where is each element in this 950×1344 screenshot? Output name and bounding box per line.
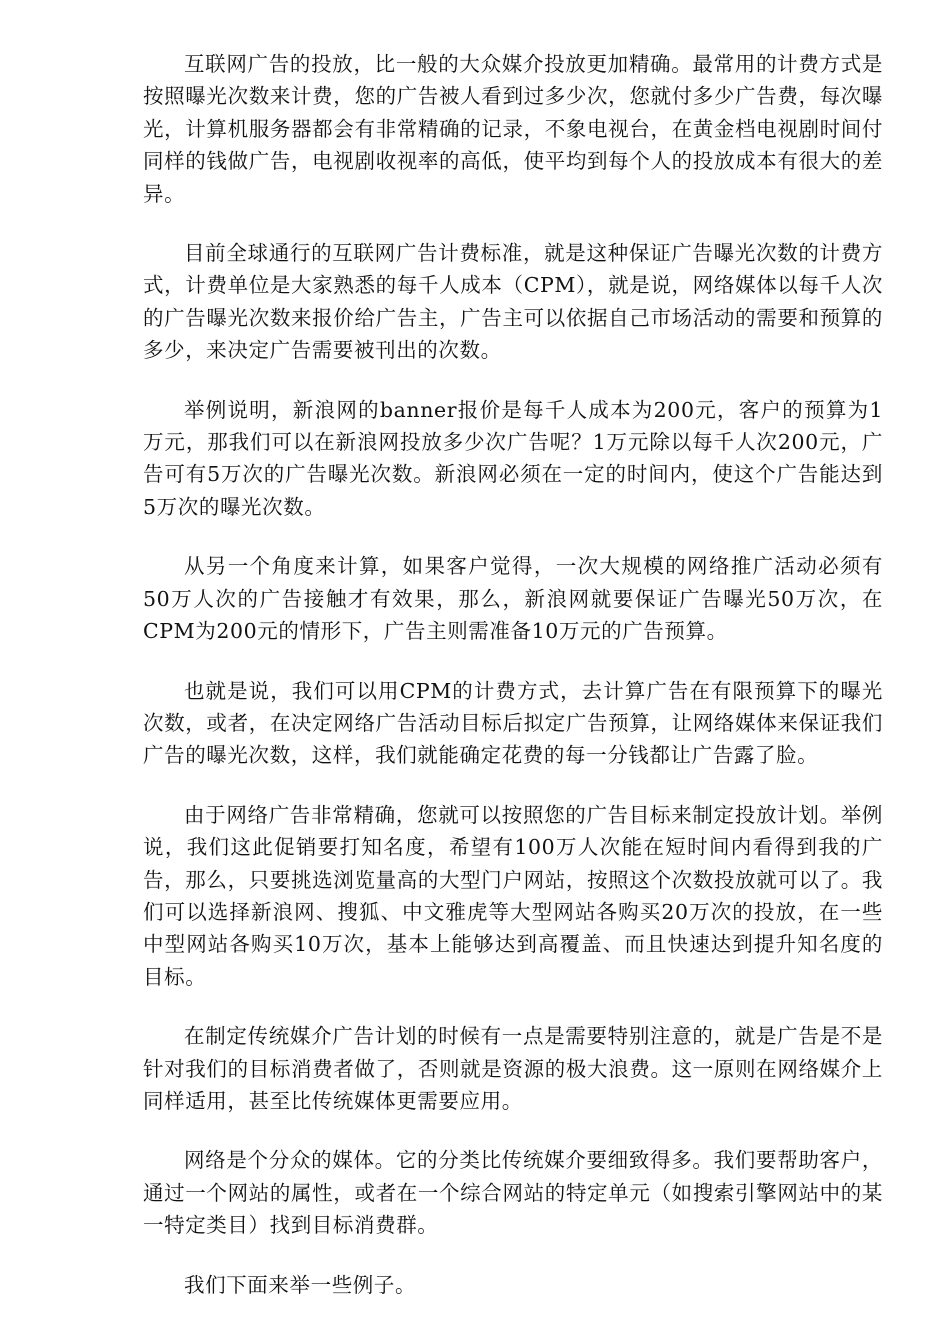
paragraph-cpm-precision: 互联网广告的投放，比一般的大众媒介投放更加精确。最常用的计费方式是按照曝光次数来计费，您的广告被人看到过多少次，您就付多少广告费，每次曝光，计算机服务器都会有非常精确的记录，不象电视台，在黄金档电视剧时间付同样的钱做广告，电视剧收视率的高低，使平均到每个人的投放成本有很大的差异。 — [143, 52, 883, 206]
document-page — [143, 48, 883, 1328]
paragraph-cpm-standard: 目前全球通行的互联网广告计费标准，就是这种保证广告曝光次数的计费方式，计费单位是大家熟悉的每千人成本（CPM），就是说，网络媒体以每千人次的广告曝光次数来报价给广告主，广告主可以依据自己市场活动的需要和预算的多少，来决定广告需要被刊出的次数。 — [143, 241, 883, 363]
paragraph-placement-plan: 由于网络广告非常精确，您就可以按照您的广告目标来制定投放计划。举例说，我们这此促销要打知名度，希望有100万人次能在短时间内看得到我的广告，那么，只要挑选浏览量高的大型门户网站，按照这个次数投放就可以了。我们可以选择新浪网、搜狐、中文雅虎等大型网站各购买20万次的投放，在一些中型网站各购买10万次，基本上能够达到高覆盖、而且快速达到提升知名度的目标。 — [143, 802, 883, 989]
paragraph-another-angle: 从另一个角度来计算，如果客户觉得，一次大规模的网络推广活动必须有50万人次的广告接触才有效果，那么，新浪网就要保证广告曝光50万次，在CPM为200元的情形下，广告主则需准备10万元的广告预算。 — [143, 554, 883, 644]
paragraph-segmented-media: 网络是个分众的媒体。它的分类比传统媒介要细致得多。我们要帮助客户，通过一个网站的属性，或者在一个综合网站的特定单元（如搜索引擎网站中的某一特定类目）找到目标消费群。 — [143, 1148, 883, 1238]
paragraph-cpm-budget: 也就是说，我们可以用CPM的计费方式，去计算广告在有限预算下的曝光次数，或者，在决定网络广告活动目标后拟定广告预算，让网络媒体来保证我们广告的曝光次数，这样，我们就能确定花费的每一分钱都让广告露了脸。 — [143, 678, 883, 768]
paragraph-sina-example: 举例说明，新浪网的banner报价是每千人成本为200元，客户的预算为1万元，那我们可以在新浪网投放多少次广告呢？1万元除以每千人次200元，广告可有5万次的广告曝光次数。新浪网必须在一定的时间内，使这个广告能达到5万次的曝光次数。 — [143, 397, 883, 519]
paragraph-examples-intro: 我们下面来举一些例子。 — [184, 1272, 417, 1297]
paragraph-target-consumers: 在制定传统媒介广告计划的时候有一点是需要特别注意的，就是广告是不是针对我们的目标消费者做了，否则就是资源的极大浪费。这一原则在网络媒介上同样适用，甚至比传统媒体更需要应用。 — [143, 1024, 883, 1113]
